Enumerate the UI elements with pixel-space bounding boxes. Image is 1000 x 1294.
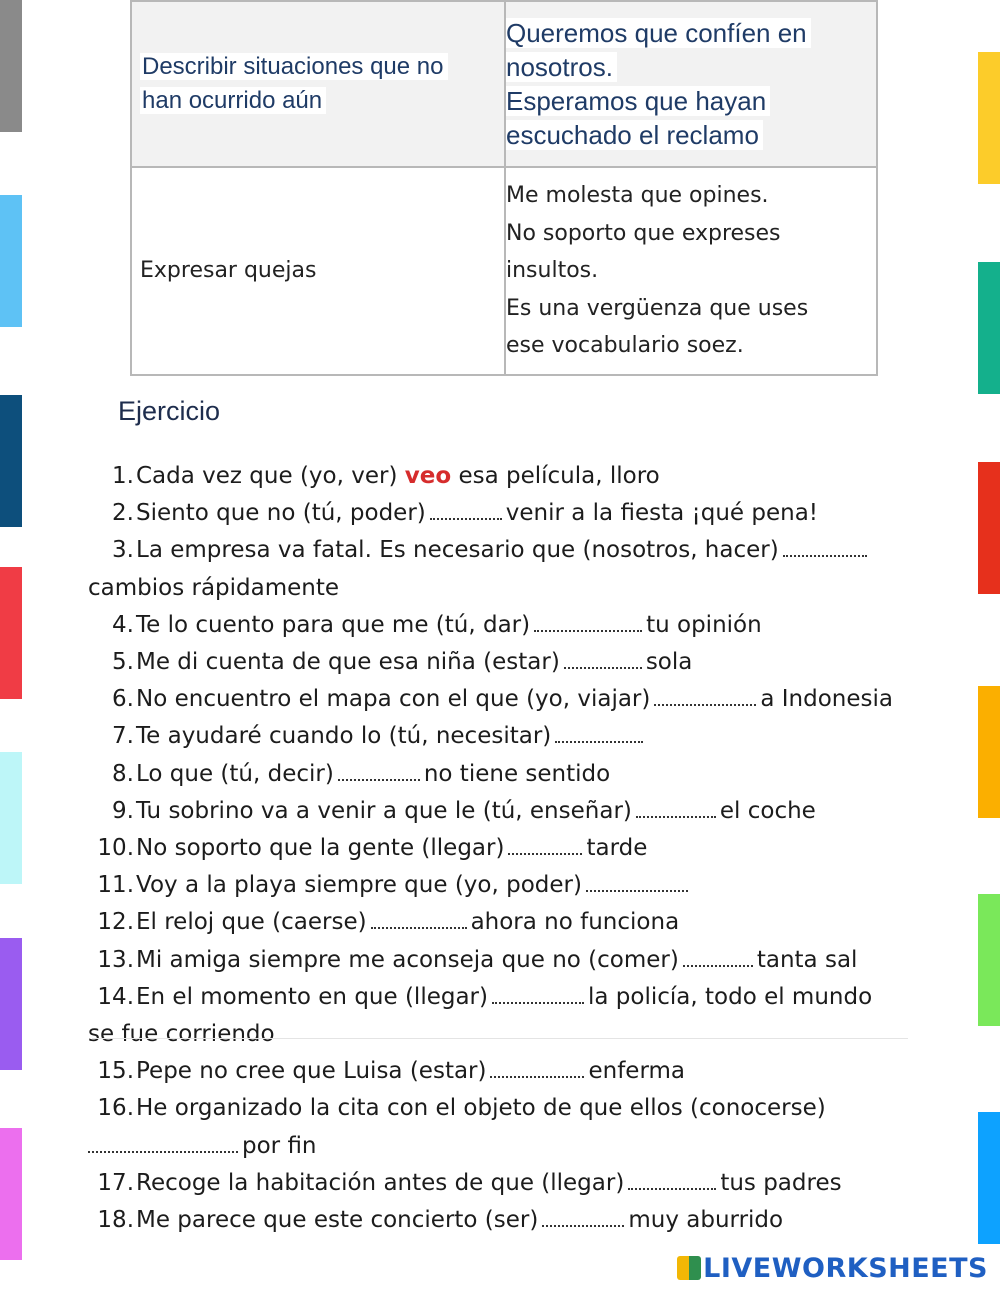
item-text: No soporto que la gente (llegar) (136, 835, 505, 862)
item-text: El reloj que (caerse) (136, 909, 367, 936)
answer-text[interactable]: veo (404, 463, 452, 489)
left-color-tab (0, 752, 22, 884)
item-text: cambios rápidamente (88, 574, 340, 601)
item-number: 15. (97, 1058, 134, 1085)
item-text: Te lo cuento para que me (tú, dar) (136, 611, 531, 638)
left-color-tab (0, 938, 22, 1070)
exercise-item (88, 607, 918, 644)
exercise-item (88, 532, 918, 569)
item-text: Cada vez que (yo, ver) (136, 463, 398, 489)
example-line: nosotros. (506, 52, 617, 82)
table-example-cell (505, 167, 877, 375)
item-number: 3. (112, 537, 134, 564)
item-text: venir a la fiesta ¡qué pena! (505, 500, 819, 527)
answer-blank[interactable] (88, 1137, 238, 1153)
example-line: insultos. (506, 258, 599, 284)
exercise-item (88, 718, 918, 755)
item-number: 13. (97, 946, 134, 973)
left-color-tab (0, 1128, 22, 1260)
item-number: 4. (112, 611, 134, 638)
row-label: Describir situaciones que no han ocurrido aún (140, 50, 448, 118)
item-text: No encuentro el mapa con el que (yo, viajar) (136, 686, 651, 713)
exercise-item-continuation (88, 1128, 918, 1165)
brand-name: LIVEWORKSHEETS (703, 1253, 988, 1284)
answer-blank[interactable] (636, 802, 716, 818)
item-number: 7. (112, 723, 134, 750)
answer-blank[interactable] (628, 1174, 716, 1190)
table-row (131, 1, 877, 167)
right-color-tab (978, 52, 1000, 184)
right-color-tab (978, 262, 1000, 394)
liveworksheets-logo-icon (677, 1256, 701, 1280)
item-text: muy aburrido (628, 1207, 784, 1234)
exercise-item (88, 867, 918, 904)
item-number: 8. (112, 760, 134, 787)
answer-blank[interactable] (683, 951, 753, 967)
right-color-tab (978, 686, 1000, 818)
answer-blank[interactable] (564, 653, 642, 669)
exercise-item (88, 793, 918, 830)
item-number: 2. (112, 500, 134, 527)
left-color-tab (0, 195, 22, 327)
example-line: Es una vergüenza que uses (506, 295, 809, 321)
item-text: el coche (719, 797, 816, 824)
exercise-item (88, 681, 918, 718)
item-number: 1. (112, 463, 134, 489)
item-text: Me di cuenta de que esa niña (estar) (136, 649, 560, 676)
item-text: He organizado la cita con el objeto de que ellos (conocerse) (136, 1095, 826, 1122)
exercise-item (88, 1053, 918, 1090)
answer-blank[interactable] (555, 727, 643, 743)
item-text: Me parece que este concierto (ser) (136, 1207, 539, 1234)
item-text: Tu sobrino va a venir a que le (tú, enseñar) (136, 797, 632, 824)
item-number: 18. (97, 1207, 134, 1234)
exercise-heading: Ejercicio (118, 396, 221, 426)
example-line: Me molesta que opines. (506, 183, 769, 209)
exercise-item (88, 942, 918, 979)
answer-blank[interactable] (508, 839, 582, 855)
exercise-item (88, 644, 918, 681)
item-number: 11. (97, 872, 134, 899)
grammar-table (130, 0, 878, 376)
answer-blank[interactable] (654, 690, 756, 706)
item-text: se fue corriendo (88, 1021, 275, 1048)
example-line: Queremos que confíen en (506, 18, 811, 48)
item-text: sola (645, 649, 693, 676)
item-text: tarde (586, 835, 648, 862)
item-text: tanta sal (756, 946, 858, 973)
item-text: Mi amiga siempre me aconseja que no (comer) (136, 946, 679, 973)
example-line: No soporto que expreses (506, 220, 781, 246)
exercise-item (88, 904, 918, 941)
item-number: 16. (97, 1095, 134, 1122)
brand-footer[interactable] (677, 1253, 988, 1284)
item-text: Te ayudaré cuando lo (tú, necesitar) (136, 723, 552, 750)
right-color-tab (978, 1112, 1000, 1244)
item-text: Lo que (tú, decir) (136, 760, 334, 787)
answer-blank[interactable] (490, 1062, 584, 1078)
item-text: Voy a la playa siempre que (yo, poder) (136, 872, 582, 899)
table-example-cell (505, 1, 877, 167)
item-text: esa película, lloro (458, 463, 660, 489)
item-text: a Indonesia (760, 686, 893, 713)
answer-blank[interactable] (586, 876, 688, 892)
item-text: ahora no funciona (470, 909, 680, 936)
answer-blank[interactable] (430, 504, 502, 520)
right-color-tab (978, 462, 1000, 594)
item-text: La empresa va fatal. Es necesario que (nosotros, hacer) (136, 537, 779, 564)
right-color-tab (978, 894, 1000, 1026)
item-number: 17. (97, 1169, 134, 1196)
exercise-item (88, 979, 918, 1016)
exercise-item (88, 1165, 918, 1202)
item-number: 12. (97, 909, 134, 936)
item-text: no tiene sentido (423, 760, 611, 787)
table-row (131, 167, 877, 375)
exercise-list (88, 458, 918, 1239)
item-number: 6. (112, 686, 134, 713)
exercise-item (88, 1202, 918, 1239)
exercise-item (88, 1090, 918, 1127)
item-text: Recoge la habitación antes de que (llegar) (136, 1169, 625, 1196)
table-label-cell (131, 1, 505, 167)
example-line: Esperamos que hayan (506, 86, 770, 116)
example-line: escuchado el reclamo (506, 120, 763, 150)
item-text: la policía, todo el mundo (588, 983, 873, 1010)
item-text: enferma (588, 1058, 686, 1085)
item-text: En el momento en que (llegar) (136, 983, 488, 1010)
left-color-tab (0, 567, 22, 699)
item-text: tus padres (720, 1169, 842, 1196)
item-text: Pepe no cree que Luisa (estar) (136, 1058, 487, 1085)
item-number: 10. (97, 835, 134, 862)
left-color-tab (0, 395, 22, 527)
exercise-item-continuation (88, 1016, 918, 1053)
answer-blank[interactable] (492, 988, 584, 1004)
exercise-item (88, 756, 918, 793)
item-number: 9. (112, 797, 134, 824)
item-text: tu opinión (646, 611, 762, 638)
divider (92, 1038, 908, 1039)
item-text: por fin (242, 1132, 317, 1159)
exercise-item-continuation (88, 570, 918, 607)
example-line: ese vocabulario soez. (506, 333, 744, 359)
row-label: Expresar quejas (140, 258, 317, 283)
item-number: 5. (112, 649, 134, 676)
left-color-tab (0, 0, 22, 132)
answer-blank[interactable] (338, 765, 420, 781)
answer-blank[interactable] (783, 541, 867, 557)
table-label-cell (131, 167, 505, 375)
answer-blank[interactable] (371, 913, 467, 929)
item-text: Siento que no (tú, poder) (136, 500, 426, 527)
answer-blank[interactable] (534, 616, 642, 632)
exercise-item (88, 495, 918, 532)
exercise-item (88, 830, 918, 867)
item-number: 14. (97, 983, 134, 1010)
answer-blank[interactable] (542, 1211, 624, 1227)
exercise-item (88, 458, 918, 495)
